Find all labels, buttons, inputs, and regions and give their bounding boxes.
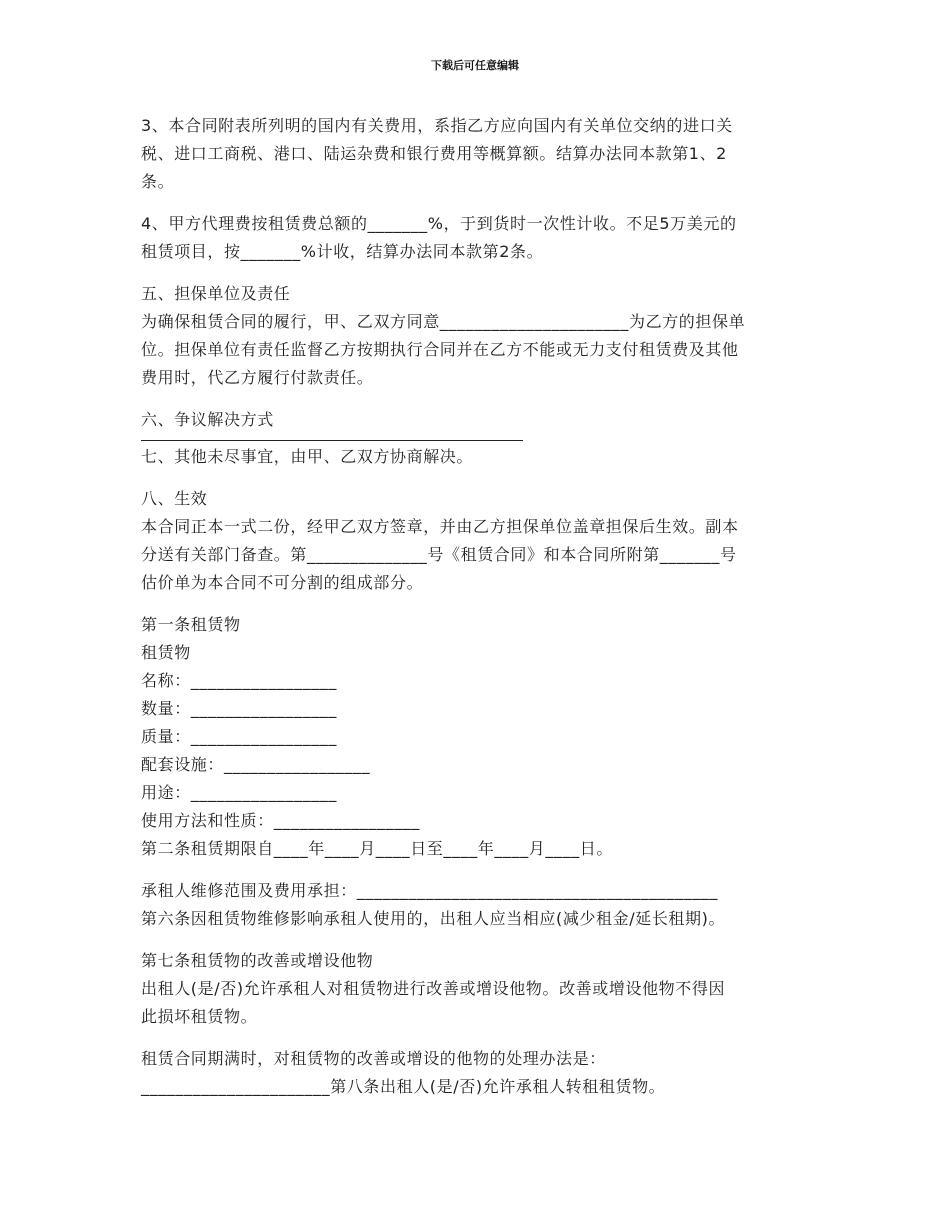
text-line: 位。担保单位有责任监督乙方按期执行合同并在乙方不能或无力支付租赁费及其他: [141, 340, 739, 359]
text-line: 估价单为本合同不可分割的组成部分。: [141, 573, 424, 592]
section-heading: 八、生效: [141, 489, 208, 508]
article-heading: 第一条租赁物: [141, 615, 241, 634]
text-line: 3、本合同附表所列明的国内有关费用，系指乙方应向国内有关单位交纳的进口关: [141, 116, 733, 135]
text-line: 税、进口工商税、港口、陆运杂费和银行费用等概算额。结算办法同本款第1、2: [141, 144, 727, 163]
text-line: 分送有关部门备查。第______________号《租赁合同》和本合同所附第_______号: [141, 545, 737, 564]
text-line: 租赁合同期满时，对租赁物的改善或增设的他物的处理办法是：: [141, 1049, 606, 1068]
text-line: 4、甲方代理费按租赁费总额的_______%，于到货时一次性计收。不足5万美元的: [141, 214, 737, 233]
text-line: 本合同正本一式二份，经甲乙双方签章，并由乙方担保单位盖章担保后生效。副本: [141, 517, 739, 536]
section-heading: 五、担保单位及责任: [141, 284, 291, 303]
text-line: 此损坏租赁物。: [141, 1007, 258, 1026]
section-heading: 六、争议解决方式: [141, 410, 274, 429]
form-field-line: 质量：_________________: [141, 727, 337, 746]
text-line: 租赁物: [141, 643, 191, 662]
text-line: 七、其他未尽事宜，由甲、乙双方协商解决。: [141, 447, 474, 466]
form-field-line: 名称：_________________: [141, 671, 337, 690]
form-field-line: 使用方法和性质：_________________: [141, 811, 420, 830]
text-line: 第二条租赁期限自____年____月____日至____年____月____日。: [141, 839, 614, 858]
text-line: 条。: [141, 172, 175, 191]
form-field-line: 用途：_________________: [141, 783, 337, 802]
blank-rule-line: [141, 439, 523, 441]
text-line: ______________________第八条出租人(是/否)允许承租人转租租赁物。: [141, 1077, 666, 1096]
article-heading: 第七条租赁物的改善或增设他物: [141, 951, 374, 970]
form-field-line: 数量：_________________: [141, 699, 337, 718]
text-line: 出租人(是/否)允许承租人对租赁物进行改善或增设他物。改善或增设他物不得因: [141, 979, 726, 998]
text-line: 承租人维修范围及费用承担：__________________________________________: [141, 881, 718, 900]
text-line: 为确保租赁合同的履行，甲、乙双方同意______________________为乙方的担保单: [141, 312, 746, 331]
form-field-line: 配套设施：_________________: [141, 755, 371, 774]
document-body: [141, 112, 821, 1101]
text-line: 费用时，代乙方履行付款责任。: [141, 368, 374, 387]
text-line: 第六条因租赁物维修影响承租人使用的，出租人应当相应(减少租金/延长租期)。: [141, 909, 726, 928]
text-line: 租赁项目，按_______%计收，结算办法同本款第2条。: [141, 242, 544, 261]
page-header: 下载后可任意编辑: [431, 59, 519, 72]
